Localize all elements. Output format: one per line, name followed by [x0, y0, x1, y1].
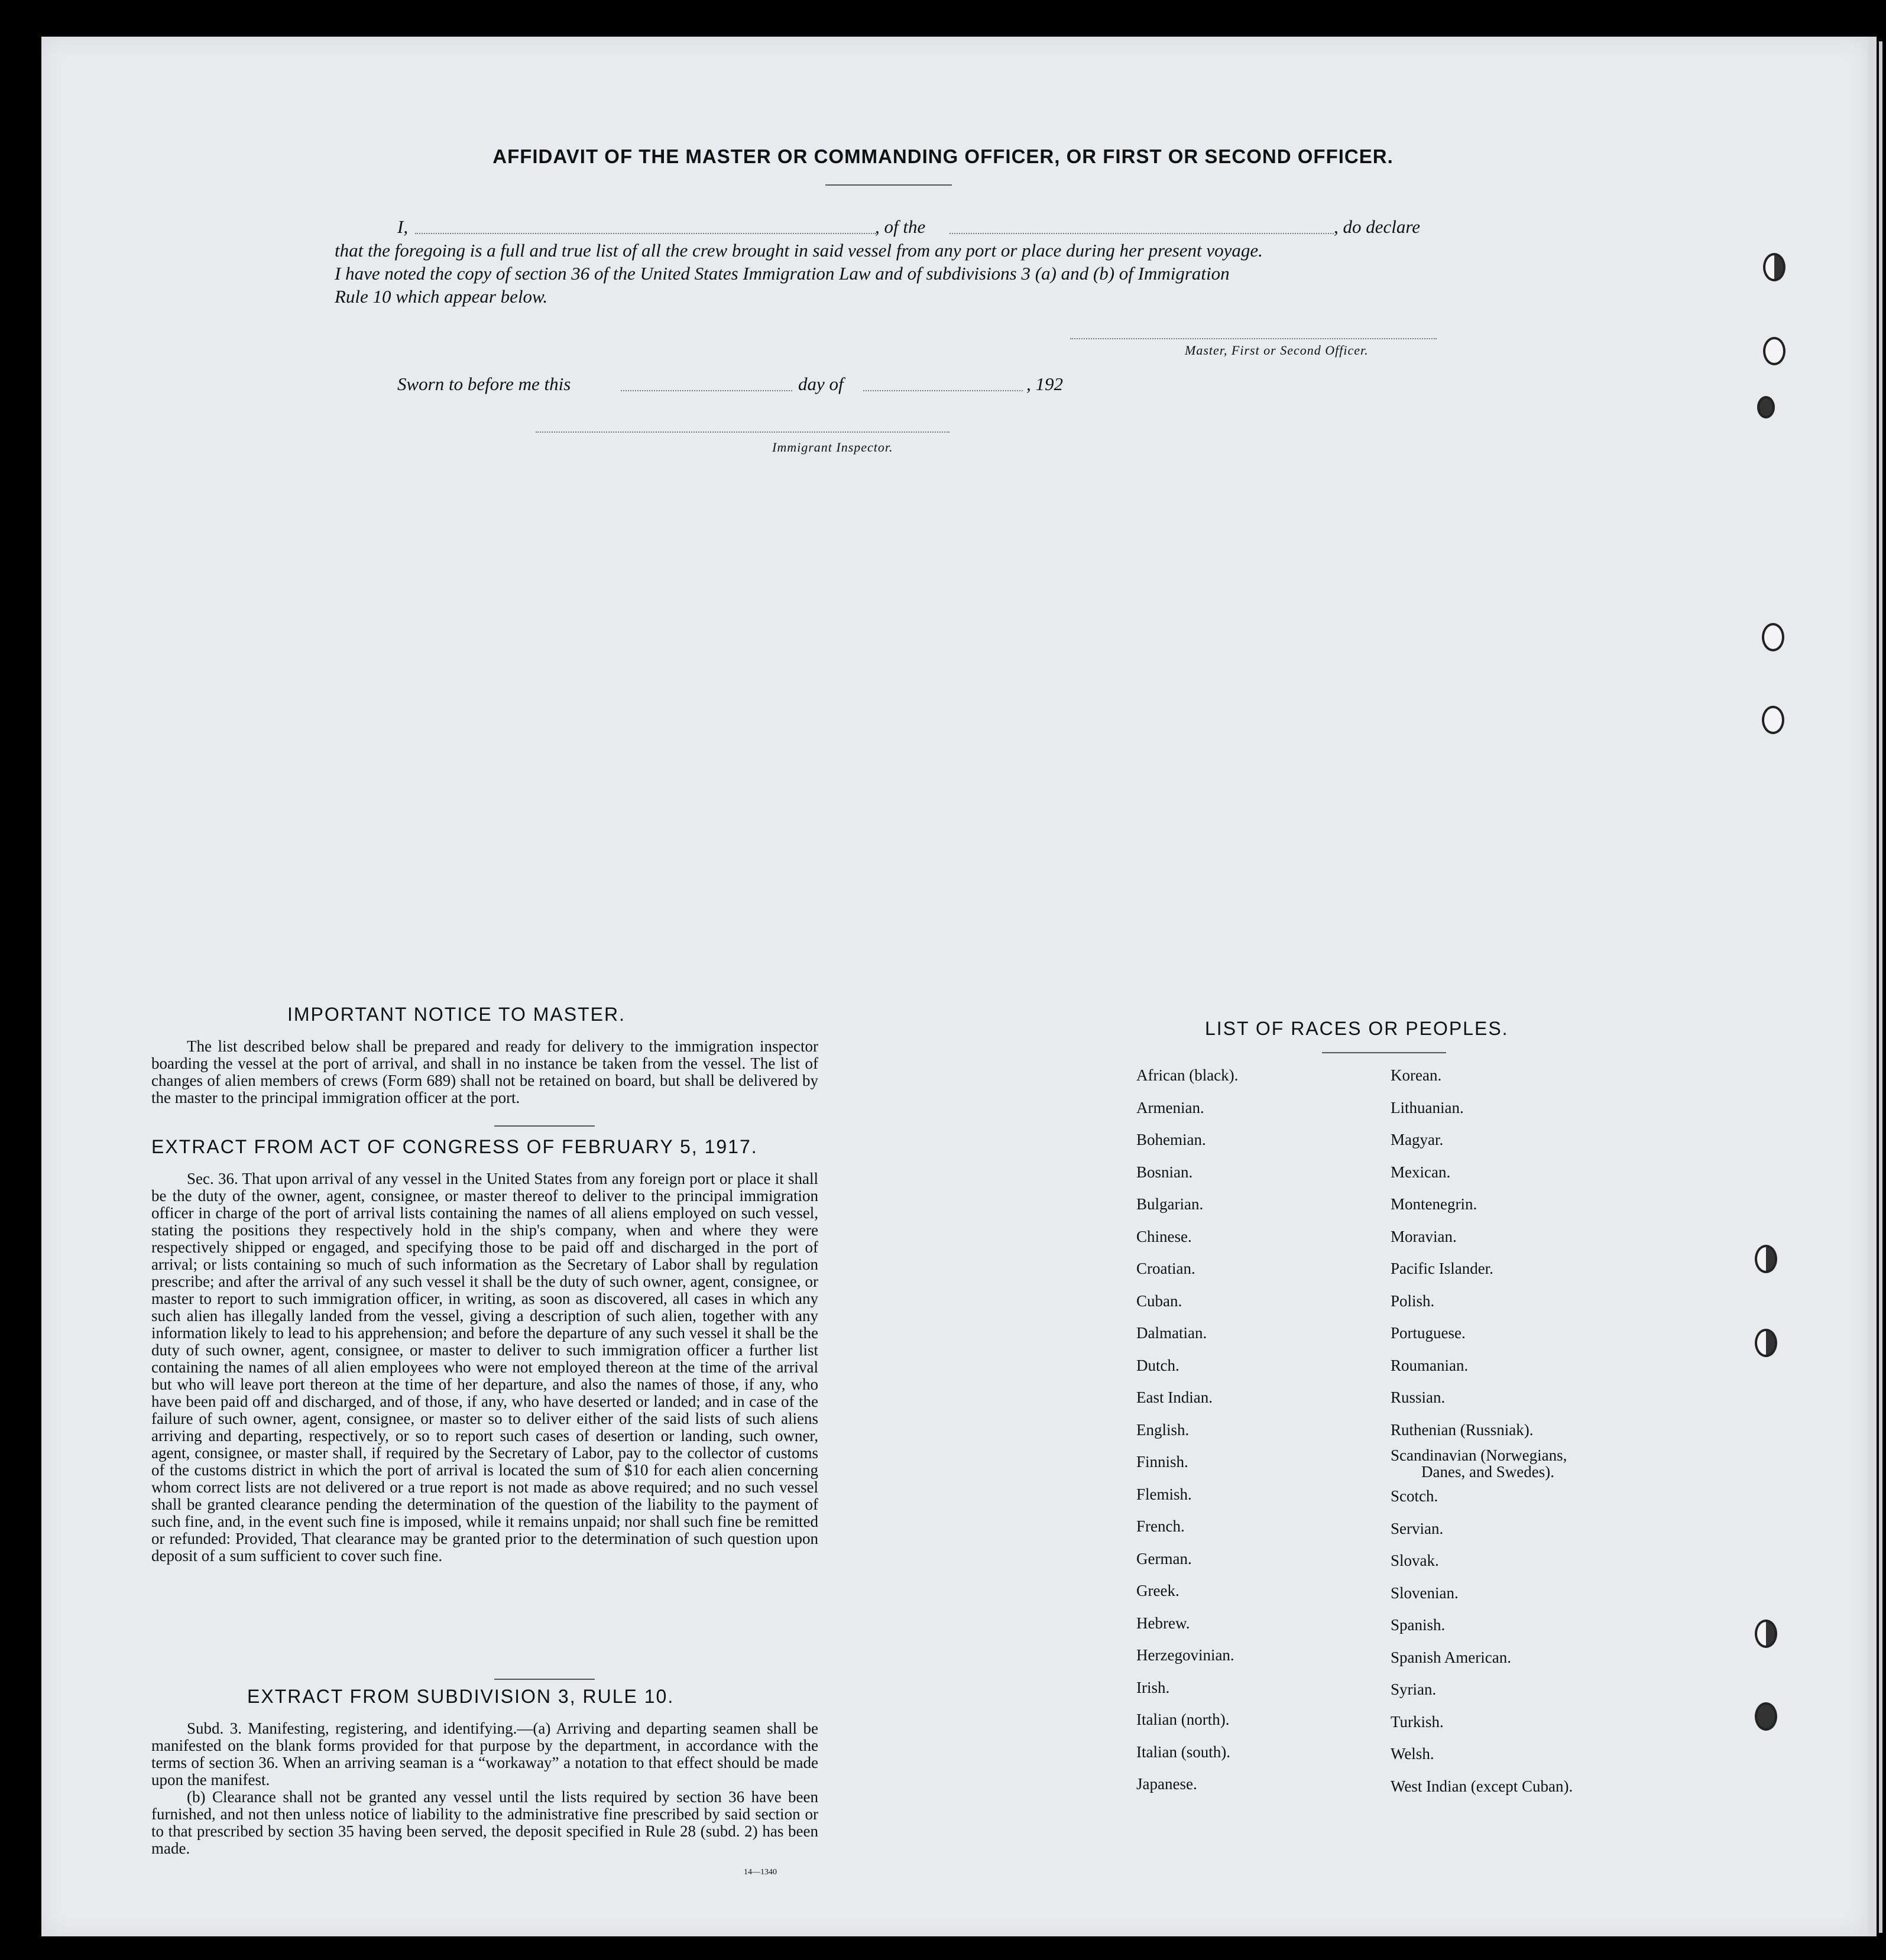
race-item: Chinese.	[1136, 1227, 1192, 1245]
day-of-label: day of	[798, 374, 844, 394]
vessel-name-field[interactable]	[950, 233, 1334, 234]
race-item: English.	[1136, 1420, 1190, 1439]
sworn-day-field[interactable]	[621, 390, 792, 391]
race-item: Scotch.	[1391, 1487, 1438, 1505]
punch-hole-icon	[1762, 706, 1784, 734]
race-item: East Indian.	[1136, 1388, 1213, 1406]
race-item: French.	[1136, 1517, 1185, 1535]
race-item: Italian (south).	[1136, 1742, 1230, 1761]
race-item: Portuguese.	[1391, 1324, 1466, 1342]
punch-hole-icon	[1763, 253, 1785, 281]
race-item: Syrian.	[1391, 1680, 1437, 1698]
master-signature-label: Master, First or Second Officer.	[1185, 343, 1369, 358]
extract-act-text: Sec. 36. That upon arrival of any vessel in the United States from any foreign port or place it shall be the duty of the owner, agent, consignee, or master thereof to deliver to the principal immigration officer in charge of the port of arrival lists containing the names of all aliens employed on such vessel, stating the positions they respectively hold in the ship's company, when and where they were respectively shipped or engaged, and specifying those to be paid off and discharged in the port of arrival; or lists containing so much of such information as the Secretary of Labor shall by regulation prescribe; and after the arrival of any such vessel it shall be the duty of such owner, agent, consignee, or master to report to such immigration officer, in writing, as soon as discovered, all cases in which any such alien has illegally landed from the vessel, giving a description of such alien, together with any information likely to lead to his apprehension; and before the departure of any such vessel it shall be the duty of such owner, agent, consignee, or master to deliver to such immigration officer a further list containing the names of all alien employees who were not employed thereon at the time of the arrival but who will leave port thereon at the time of her departure, and also the names of those, if any, who have been paid off and discharged, and of those, if any, who have deserted or landed; and in case of the failure of such owner, agent, consignee, or master so to deliver either of the said lists of such aliens arriving and departing, respectively, or so to report such cases of desertion or landing, such owner, agent, consignee, or master shall, if required by the Secretary of Labor, pay to the collector of customs of the customs district in which the port of arrival is located the sum of $10 for each alien concerning whom correct lists are not delivered or a true report is not made as above required; and no such vessel shall be granted clearance pending the determination of the question of the liability to the payment of such fine, and, in the event such fine is imposed, while it remains unpaid; nor shall such fine be remitted or refunded: Provided, That clearance may be granted prior to the determination of such question upon deposit of a sum sufficient to cover such fine.	[151, 1170, 818, 1565]
race-item: Slovenian.	[1391, 1583, 1459, 1602]
races-left-column	[1136, 1059, 1238, 1800]
affidavit-i-label: I,	[397, 216, 409, 237]
affidavit-line-3: I have noted the copy of section 36 of the United States Immigration Law and of subdivisions 3 (a) and (b) of Immigration	[335, 263, 1230, 284]
race-item: Bosnian.	[1136, 1163, 1193, 1181]
sworn-month-field[interactable]	[863, 390, 1023, 391]
form-number: 14—1340	[744, 1868, 777, 1877]
race-item: Cuban.	[1136, 1291, 1182, 1310]
race-item: Moravian.	[1391, 1227, 1457, 1245]
title-divider	[825, 184, 952, 186]
race-item: Slovak.	[1391, 1552, 1439, 1569]
race-item: Flemish.	[1136, 1485, 1192, 1503]
race-item: Japanese.	[1136, 1775, 1197, 1793]
race-item: Italian (north).	[1136, 1711, 1230, 1728]
of-the-label: , of the	[875, 216, 926, 237]
race-item: German.	[1136, 1549, 1192, 1568]
race-item: Magyar.	[1391, 1131, 1444, 1148]
race-item: Bulgarian.	[1136, 1195, 1204, 1213]
act-divider	[494, 1679, 595, 1680]
sworn-label: Sworn to before me this	[397, 374, 571, 394]
punch-hole-icon	[1755, 1329, 1777, 1357]
race-item: Spanish.	[1391, 1616, 1446, 1634]
race-item: Mexican.	[1391, 1163, 1451, 1181]
race-item: Ruthenian (Russniak).	[1391, 1420, 1534, 1439]
race-item-continued: Danes, and Swedes).	[1421, 1463, 1554, 1481]
master-name-field[interactable]	[415, 233, 876, 234]
notice-title: IMPORTANT NOTICE TO MASTER.	[287, 1004, 626, 1025]
affidavit-line-2: that the foregoing is a full and true list of all the crew brought in said vessel from any port or place during her present voyage.	[335, 240, 1263, 261]
sheet-edge-back	[1879, 41, 1882, 1933]
notice-text: The list described below shall be prepared and ready for delivery to the immigration inspector boarding the vessel at the port of arrival, and shall in no instance be taken from the vessel. The list of changes of alien members of crews (Form 689) shall not be retained on board, but shall be delivered by the master to the principal immigration officer at the port.	[151, 1037, 818, 1106]
race-item: Polish.	[1391, 1291, 1435, 1310]
affidavit-title: AFFIDAVIT OF THE MASTER OR COMMANDING OFFICER, OR FIRST OR SECOND OFFICER.	[492, 145, 1394, 167]
race-item: Bohemian.	[1136, 1131, 1206, 1148]
notice-text-block	[151, 1038, 818, 1106]
affidavit-line-4: Rule 10 which appear below.	[335, 286, 548, 307]
races-divider	[1322, 1052, 1446, 1053]
race-item: West Indian (except Cuban).	[1391, 1777, 1573, 1795]
race-item: Scandinavian (Norwegians,	[1391, 1446, 1567, 1464]
race-item: Spanish American.	[1391, 1648, 1511, 1666]
punch-hole-icon	[1762, 623, 1784, 651]
extract-rule-title: EXTRACT FROM SUBDIVISION 3, RULE 10.	[247, 1686, 675, 1707]
race-item: Armenian.	[1136, 1098, 1204, 1117]
race-item: Dalmatian.	[1136, 1324, 1207, 1342]
race-item: Hebrew.	[1136, 1614, 1190, 1632]
punch-hole-icon	[1763, 337, 1785, 365]
race-item: Dutch.	[1136, 1356, 1179, 1374]
race-item: African (black).	[1136, 1066, 1239, 1084]
form-sheet	[41, 37, 1868, 1936]
inspector-signature-field[interactable]	[536, 431, 950, 433]
extract-rule-para-b: (b) Clearance shall not be granted any vessel until the lists required by section 36 have been furnished, and not then unless notice of liability to the administrative fine prescribed by said section or to that prescribed by section 35 having been served, the deposit specified in Rule 28 (subd. 2) has been made.	[151, 1788, 818, 1857]
extract-rule-block	[151, 1720, 818, 1857]
race-item: Lithuanian.	[1391, 1098, 1464, 1117]
race-item: Welsh.	[1391, 1745, 1434, 1763]
race-item: Korean.	[1391, 1066, 1442, 1084]
notice-divider	[494, 1125, 595, 1127]
extract-act-block	[151, 1170, 818, 1565]
year-label: , 192	[1026, 374, 1063, 394]
punch-hole-icon	[1755, 1620, 1777, 1648]
race-item: Servian.	[1391, 1519, 1444, 1537]
punch-hole-icon	[1755, 1245, 1777, 1273]
extract-rule-para-a: Subd. 3. Manifesting, registering, and identifying.—(a) Arriving and departing seamen shall be manifested on the blank forms provided for that purpose by the department, in accordance with the terms of section 36. When an arriving seaman is a “workaway” a notation to that effect should be made upon the manifest.	[151, 1719, 818, 1789]
extract-act-title: EXTRACT FROM ACT OF CONGRESS OF FEBRUARY 5, 1917.	[151, 1136, 758, 1157]
sheet-edge	[1868, 37, 1877, 1936]
race-item-multiline	[1391, 1446, 1573, 1480]
races-right-column	[1391, 1059, 1573, 1802]
race-item: Finnish.	[1136, 1453, 1188, 1471]
race-item: Roumanian.	[1391, 1356, 1469, 1374]
do-declare-label: , do declare	[1334, 216, 1421, 237]
race-item: Irish.	[1136, 1678, 1170, 1696]
punch-hole-icon	[1755, 1702, 1777, 1731]
race-item: Pacific Islander.	[1391, 1260, 1493, 1277]
inspector-label: Immigrant Inspector.	[772, 440, 893, 455]
race-item: Russian.	[1391, 1388, 1446, 1406]
punch-hole-icon	[1757, 396, 1775, 418]
race-item: Croatian.	[1136, 1260, 1195, 1277]
master-signature-field[interactable]	[1070, 338, 1437, 339]
race-item: Herzegovinian.	[1136, 1646, 1234, 1664]
races-title: LIST OF RACES OR PEOPLES.	[1205, 1018, 1509, 1039]
race-item: Greek.	[1136, 1582, 1179, 1599]
race-item: Montenegrin.	[1391, 1195, 1477, 1213]
race-item: Turkish.	[1391, 1712, 1444, 1731]
